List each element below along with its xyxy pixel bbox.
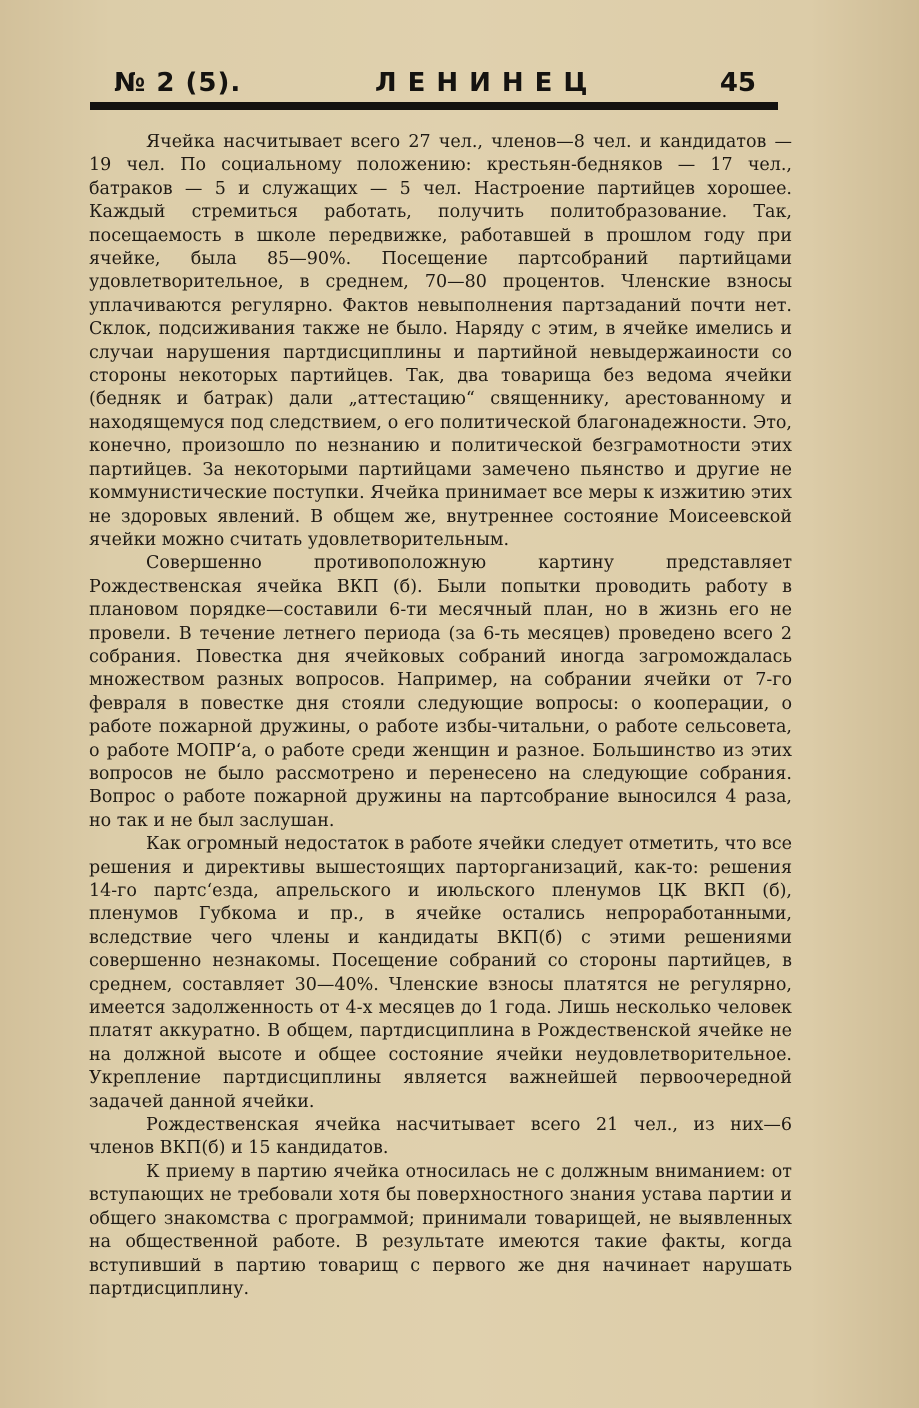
issue-number: № 2 (5).: [114, 68, 242, 98]
page-header: [90, 60, 778, 106]
page-number: 45: [719, 68, 756, 98]
article-body: [89, 131, 792, 1301]
paragraph: Ячейка насчитывает всего 27 чел., членов—8 чел. и кандидатов — 19 чел. По социальному положению: крестьян-бедняков — 17 чел., батраков — 5 и служащих — 5 чел. Настроение партийцев хорошее. Каждый стремиться работать, получить политобразование. Так, посещаемость в школе передвижке, работавшей в прошлом году при ячейке, была 85—90%. Посещение партсобраний партийцами удовлетворительное, в среднем, 70—80 процентов. Членские взносы уплачиваются регулярно. Фактов невыполнения партзаданий почти нет. Склок, подсиживания также не было. Наряду с этим, в ячейке имелись и случаи нарушения партдисциплины и партийной невыдержаиности со стороны некоторых партийцев. Так, два товарища без ведома ячейки (бедняк и батрак) дали „аттестацию“ священнику, арестованному и находящемуся под следствием, о его политической благонадежности. Это, конечно, произошло по незнанию и политической безграмотности этих партийцев. За некоторыми партийцами замечено пьянство и другие не коммунистические поступки. Ячейка принимает все меры к изжитию этих не здоровых явлений. В общем же, внутреннее состояние Моисеевской ячейки можно считать удовлетворительным.: [89, 132, 792, 550]
header-rule: [90, 102, 778, 110]
paragraph: К приему в партию ячейка относилась не с должным вниманием: от вступающих не требовали хотя бы поверхностного знания устава партии и общего знакомства с программой; принимали товарищей, не выявленных на общественной работе. В результате имеются такие факты, когда вступивший в партию товарищ с первого же дня начинает нарушать партдисциплину.: [89, 1161, 792, 1299]
paragraph: Совершенно противоположную картину представляет Рождественская ячейка ВКП (б). Были попытки проводить работу в плановом порядке—составили 6-ти месячный план, но в жизнь его не провели. В течение летнего периода (за 6-ть месяцев) проведено всего 2 собрания. Повестка дня ячейковых собраний иногда загромождалась множеством разных вопросов. Например, на собрании ячейки от 7-го февраля в повестке дня стояли следующие вопросы: о кооперации, о работе пожарной дружины, о работе избы-читальни, о работе сельсовета, о работе МОПР‘а, о работе среди женщин и разное. Большинство из этих вопросов не было рассмотрено и перенесено на следующие собрания. Вопрос о работе пожарной дружины на партсобрание выносился 4 раза, но так и не был заслушан.: [89, 553, 792, 831]
paragraph: Рождественская ячейка насчитывает всего 21 чел., из них—6 членов ВКП(б) и 15 кандидатов.: [89, 1115, 792, 1159]
paragraph: Как огромный недостаток в работе ячейки следует отметить, что все решения и директивы вышестоящих парторганизаций, как-то: решения 14-го партс‘езда, апрельского и июльского пленумов ЦК ВКП (б), пленумов Губкома и пр., в ячейке остались непроработанными, вследствие чего члены и кандидаты ВКП(б) с этими решениями совершенно незнакомы. Посещение собраний со стороны партийцев, в среднем, составляет 30—40%. Членские взносы платятся не регулярно, имеется задолженность от 4-х месяцев до 1 года. Лишь несколько человек платят аккуратно. В общем, партдисциплина в Рождественской ячейке не на должной высоте и общее состояние ячейки неудовлетворительное. Укрепление партдисциплины является важнейшей первоочередной задачей данной ячейки.: [89, 834, 793, 1112]
journal-title: ЛЕНИНЕЦ: [375, 68, 599, 98]
